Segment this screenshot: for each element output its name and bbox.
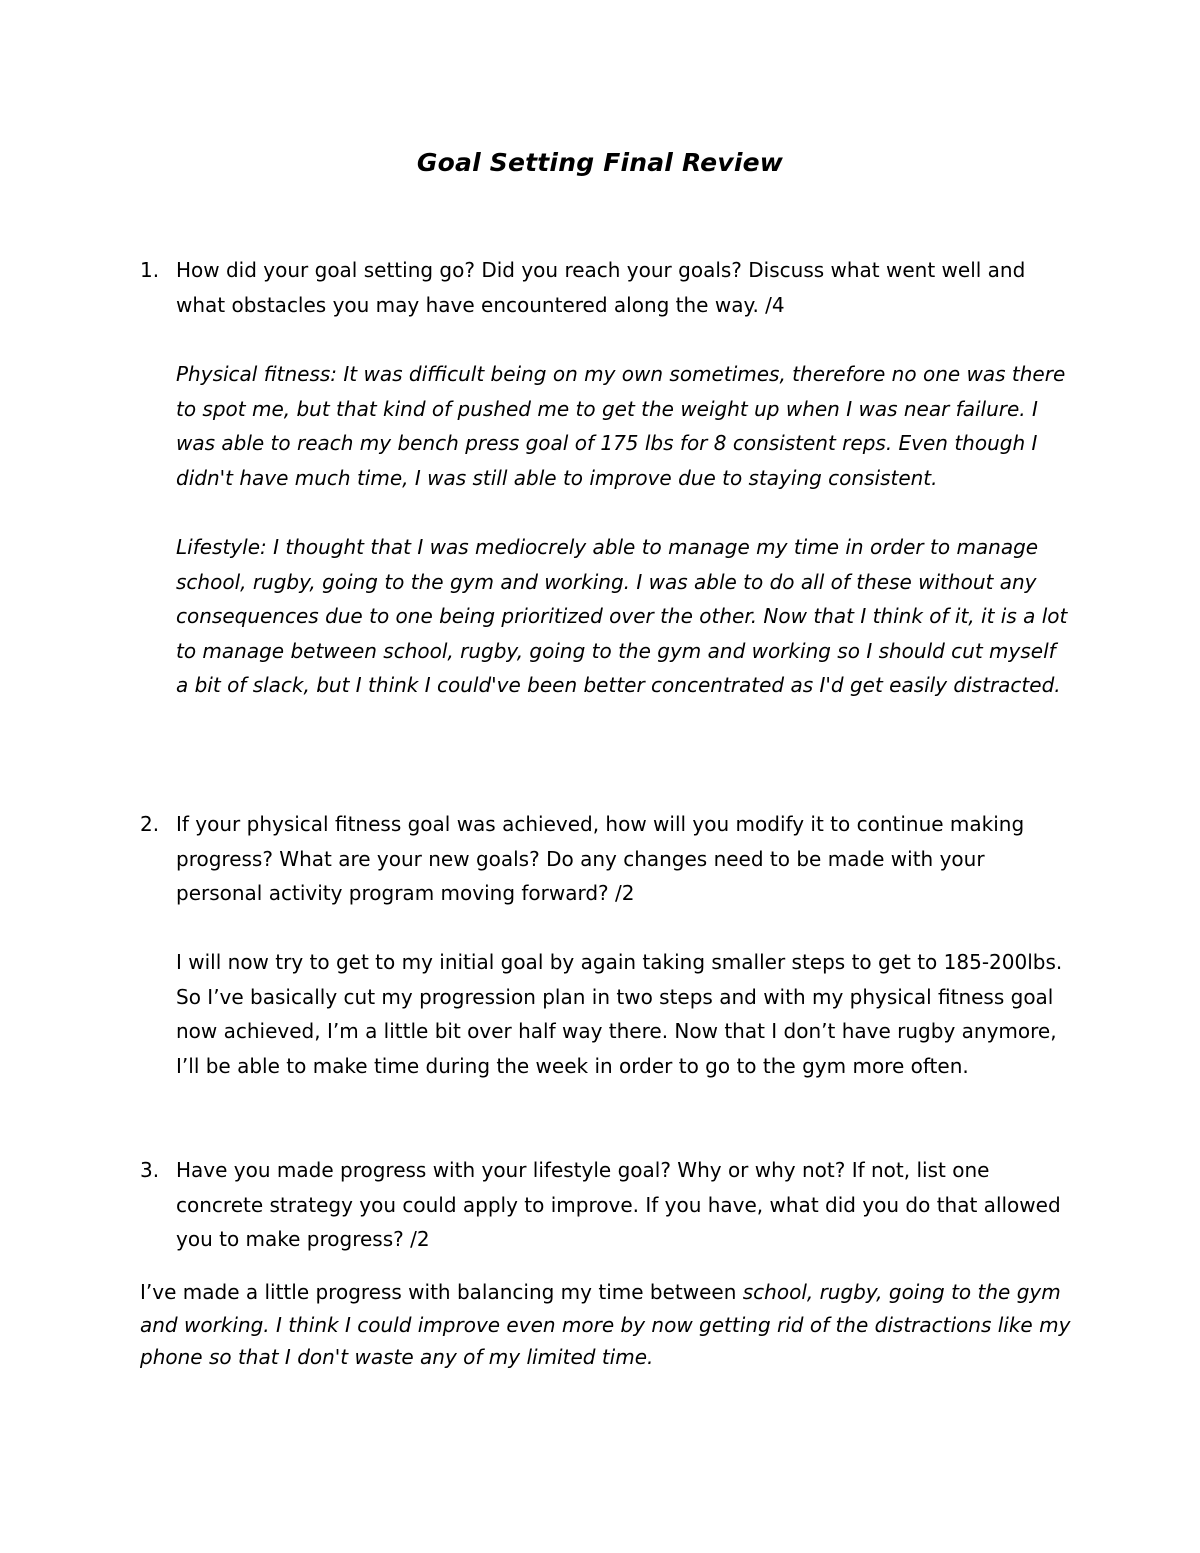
question-2-number: 2. <box>140 812 160 836</box>
question-3-answer-plain: I’ve made a little progress with balancing my time between <box>140 1280 743 1304</box>
question-2-answer: I will now try to get to my initial goal by again taking smaller steps to get to 185-200lbs. So I’ve basically cut my progression plan in two steps and with my physical fitness goal now achieved, I’m a little bit over half way there. Now that I don’t have rugby anymore, I’ll be able to make time during the week in order to go to the gym more often. <box>176 950 1063 1078</box>
question-1-number: 1. <box>140 258 160 282</box>
question-3-text: Have you made progress with your lifestyle goal? Why or why not? If not, list one concrete strategy you could apply to improve. If you have, what did you do that allowed you to make progress? /2 <box>176 1158 1061 1251</box>
question-3-answer-italic: school, rugby, going to the gym and working. I think I could improve even more by now getting rid of the distractions like my phone so that I don't waste any of my limited time. <box>140 1280 1071 1369</box>
question-1-answer-physical-fitness: Physical fitness: It was difficult being on my own sometimes, therefore no one was there to spot me, but that kind of pushed me to get the weight up when I was near failure. I was able to reach my bench press goal of 175 lbs for 8 consistent reps. Even though I didn't have much time, I was still able to improve due to staying consistent. <box>176 362 1066 490</box>
question-3-answer <box>140 1276 1075 1374</box>
document-title: Goal Setting Final Review <box>416 148 784 177</box>
question-2-text: If your physical fitness goal was achieved, how will you modify it to continue making progress? What are your new goals? Do any changes need to be made with your personal activity program moving forward? /2 <box>176 812 1025 905</box>
question-1-text: How did your goal setting go? Did you reach your goals? Discuss what went well and what obstacles you may have encountered along the way. /4 <box>176 258 1026 317</box>
question-1-answer-lifestyle: Lifestyle: I thought that I was mediocrely able to manage my time in order to manage school, rugby, going to the gym and working. I was able to do all of these without any consequences due to one being prioritized over the other. Now that I think of it, it is a lot to manage between school, rugby, going to the gym and working so I should cut myself a bit of slack, but I think I could've been better concentrated as I'd get easily distracted. <box>176 535 1068 697</box>
question-3-number: 3. <box>140 1158 160 1182</box>
